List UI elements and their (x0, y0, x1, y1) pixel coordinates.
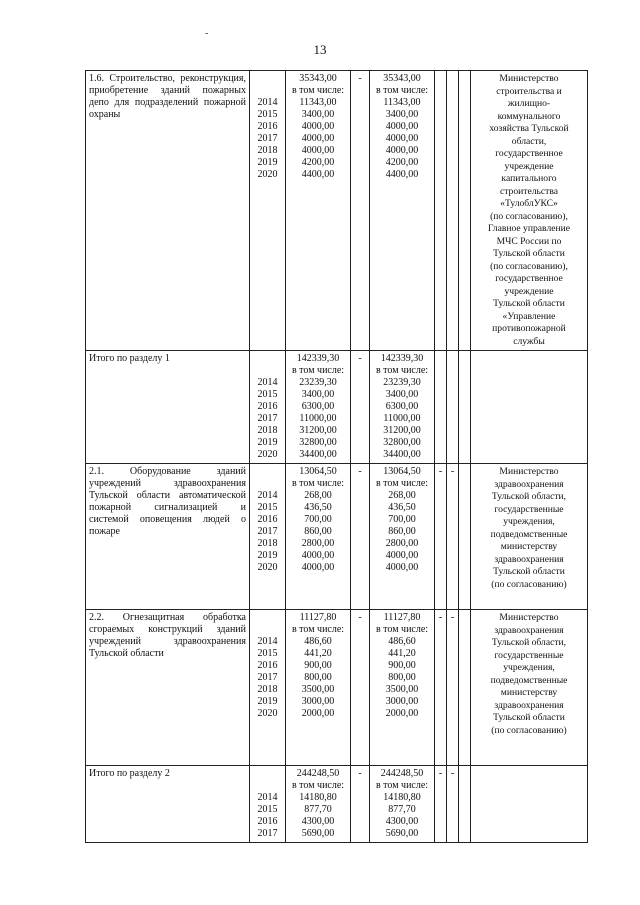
responsible-executor (471, 766, 588, 843)
year-cell: 2015 (257, 804, 278, 815)
regional-total: 11127,80 (383, 612, 421, 623)
sub-label: в том числе: (291, 780, 345, 791)
spacer (253, 85, 282, 97)
responsible-line: (по согласованию), (490, 260, 568, 272)
year-value: 4200,00 (301, 157, 335, 168)
spacer (253, 768, 282, 780)
regional-value: 11343,00 (383, 97, 421, 108)
year-value: 3400,00 (301, 109, 335, 120)
responsible-line: Тульской области (493, 298, 565, 309)
year-cell: 2019 (257, 696, 278, 707)
regional-value: 4000,00 (385, 145, 419, 156)
responsible-line: Министерство (499, 612, 559, 623)
sub-label: в том числе: (291, 85, 345, 96)
year-column (250, 766, 286, 843)
responsible-line: жилищно- (507, 98, 551, 109)
responsible-line: учреждения, (503, 662, 555, 673)
total-value: 11127,80 (299, 612, 337, 623)
year-value: 900,00 (304, 660, 332, 671)
federal-column: - (351, 351, 370, 464)
year-cell: 2017 (257, 133, 278, 144)
regional-total: 35343,00 (383, 73, 421, 84)
year-cell: 2014 (257, 792, 278, 803)
responsible-line: здравоохранения (494, 553, 564, 565)
spacer (253, 624, 282, 636)
year-value: 11000,00 (299, 413, 337, 424)
regional-value: 2000,00 (385, 708, 419, 719)
sub-label: в том числе: (375, 780, 429, 791)
spacer (253, 612, 282, 624)
spacer (253, 353, 282, 365)
page-number: 13 (313, 42, 327, 57)
responsible-line: учреждение (504, 160, 554, 172)
year-cell: 2018 (257, 425, 278, 436)
year-value: 4000,00 (301, 145, 335, 156)
year-cell: 2015 (257, 648, 278, 659)
narrow-column-b: - (447, 464, 459, 610)
year-value: 700,00 (304, 514, 332, 525)
narrow-column-c (459, 351, 471, 464)
responsible-line: Тульской области (493, 566, 565, 577)
table-body (86, 71, 588, 843)
sub-label: в том числе: (291, 624, 345, 635)
regional-value: 4000,00 (385, 133, 419, 144)
year-cell: 2019 (257, 157, 278, 168)
regional-column (370, 351, 435, 464)
year-value: 5690,00 (301, 828, 335, 839)
year-cell: 2018 (257, 684, 278, 695)
total-value: 35343,00 (299, 73, 337, 84)
year-cell: 2017 (257, 413, 278, 424)
responsible-line: «ТулоблУКС» (500, 198, 558, 209)
total-column (286, 766, 351, 843)
regional-value: 4300,00 (385, 816, 419, 827)
year-value: 11343,00 (299, 97, 337, 108)
regional-value: 31200,00 (383, 425, 421, 436)
year-column (250, 351, 286, 464)
responsible-line: государственное (495, 148, 563, 159)
year-cell: 2020 (257, 562, 278, 573)
responsible-line: Тульской области, (491, 637, 567, 648)
year-value: 4300,00 (301, 816, 335, 827)
year-value: 4000,00 (301, 562, 335, 573)
narrow-column-c (459, 610, 471, 766)
responsible-line: (по согласованию) (491, 724, 567, 736)
year-cell: 2015 (257, 109, 278, 120)
year-cell: 2015 (257, 389, 278, 400)
regional-total: 142339,30 (380, 353, 424, 364)
responsible-line: государственные (494, 649, 564, 661)
total-column (286, 71, 351, 351)
year-value: 4000,00 (301, 121, 335, 132)
responsible-line: МЧС России по (496, 235, 562, 247)
regional-value: 32800,00 (383, 437, 421, 448)
regional-value: 5690,00 (385, 828, 419, 839)
item-name: 2.1. Оборудование зданий учреждений здравоохранения Тульской области автоматической пожарной сигнализацией и системой оповещения людей о пожаре (86, 464, 250, 610)
narrow-column-a: - (435, 766, 447, 843)
program-table (85, 70, 588, 843)
regional-total: 244248,50 (380, 768, 424, 779)
year-value: 2000,00 (301, 708, 335, 719)
item-name: Итого по разделу 1 (86, 351, 250, 464)
narrow-column-a: - (435, 610, 447, 766)
spacer (253, 478, 282, 490)
regional-value: 860,00 (388, 526, 416, 537)
total-value: 244248,50 (296, 768, 340, 779)
narrow-column-a (435, 71, 447, 351)
regional-value: 34400,00 (383, 449, 421, 460)
regional-value: 486,60 (388, 636, 416, 647)
year-value: 34400,00 (299, 449, 337, 460)
table-row (86, 766, 588, 843)
spacer (253, 365, 282, 377)
regional-value: 436,50 (388, 502, 416, 513)
narrow-column-b (447, 351, 459, 464)
regional-value: 23239,30 (383, 377, 421, 388)
sub-label: в том числе: (375, 85, 429, 96)
responsible-line: государственные (494, 503, 564, 515)
responsible-executor (471, 71, 588, 351)
regional-value: 3400,00 (385, 109, 419, 120)
responsible-line: здравоохранения (494, 624, 564, 636)
year-value: 4000,00 (301, 550, 335, 561)
responsible-line: Тульской области (493, 248, 565, 259)
responsible-executor (471, 464, 588, 610)
regional-value: 800,00 (388, 672, 416, 683)
regional-value: 3500,00 (385, 684, 419, 695)
table-row (86, 610, 588, 766)
regional-value: 4000,00 (385, 550, 419, 561)
responsible-line: Тульской области, (491, 491, 567, 502)
responsible-line: (по согласованию), (490, 210, 568, 222)
year-cell: 2016 (257, 514, 278, 525)
regional-value: 14180,80 (383, 792, 421, 803)
table-row (86, 464, 588, 610)
total-value: 142339,30 (296, 353, 340, 364)
total-column (286, 464, 351, 610)
regional-value: 4000,00 (385, 562, 419, 573)
year-cell: 2014 (257, 636, 278, 647)
responsible-line: Главное управление (487, 223, 571, 234)
regional-value: 3400,00 (385, 389, 419, 400)
responsible-line: Тульской области (493, 712, 565, 723)
regional-value: 441,20 (388, 648, 416, 659)
year-cell: 2018 (257, 538, 278, 549)
year-cell: 2017 (257, 828, 278, 839)
item-name: Итого по разделу 2 (86, 766, 250, 843)
responsible-line: «Управление (502, 310, 556, 322)
year-cell: 2020 (257, 708, 278, 719)
regional-value: 4400,00 (385, 169, 419, 180)
table-row (86, 351, 588, 464)
sub-label: в том числе: (291, 478, 345, 489)
year-value: 486,60 (304, 636, 332, 647)
responsible-line: области, (511, 135, 547, 147)
year-cell: 2014 (257, 377, 278, 388)
regional-value: 700,00 (388, 514, 416, 525)
regional-total: 13064,50 (383, 466, 421, 477)
total-column (286, 351, 351, 464)
responsible-executor (471, 610, 588, 766)
federal-column: - (351, 71, 370, 351)
responsible-line: (по согласованию) (491, 578, 567, 590)
regional-column (370, 610, 435, 766)
responsible-line: здравоохранения (494, 478, 564, 490)
narrow-column-c (459, 766, 471, 843)
year-column (250, 71, 286, 351)
narrow-column-c (459, 71, 471, 351)
year-value: 32800,00 (299, 437, 337, 448)
year-value: 6300,00 (301, 401, 335, 412)
sub-label: в том числе: (375, 624, 429, 635)
spacer (253, 466, 282, 478)
regional-value: 3000,00 (385, 696, 419, 707)
narrow-column-a: - (435, 464, 447, 610)
regional-value: 4200,00 (385, 157, 419, 168)
federal-column: - (351, 766, 370, 843)
year-value: 31200,00 (299, 425, 337, 436)
table-row (86, 71, 588, 351)
year-value: 877,70 (304, 804, 332, 815)
responsible-line: строительства и (496, 85, 562, 97)
total-value: 13064,50 (299, 466, 337, 477)
responsible-line: подведомственные (490, 674, 568, 686)
responsible-line: хозяйства Тульской (489, 123, 569, 134)
year-value: 3500,00 (301, 684, 335, 695)
responsible-line: учреждение (504, 285, 554, 297)
year-value: 268,00 (304, 490, 332, 501)
sub-label: в том числе: (291, 365, 345, 376)
responsible-line: министерству (500, 687, 558, 698)
regional-value: 11000,00 (383, 413, 421, 424)
sub-label: в том числе: (375, 365, 429, 376)
regional-column (370, 766, 435, 843)
responsible-line: Министерство (499, 73, 559, 84)
year-value: 23239,30 (299, 377, 337, 388)
year-value: 860,00 (304, 526, 332, 537)
regional-value: 268,00 (388, 490, 416, 501)
item-name: 1.6. Строительство, реконструкция, приобретение зданий пожарных депо для подразделений пожарной охраны (86, 71, 250, 351)
year-cell: 2019 (257, 550, 278, 561)
year-value: 2800,00 (301, 538, 335, 549)
regional-value: 2800,00 (385, 538, 419, 549)
spacer (253, 780, 282, 792)
year-cell: 2018 (257, 145, 278, 156)
year-value: 441,20 (304, 648, 332, 659)
responsible-line: Министерство (499, 466, 559, 477)
responsible-executor (471, 351, 588, 464)
regional-value: 877,70 (388, 804, 416, 815)
narrow-column-b: - (447, 610, 459, 766)
responsible-line: министерству (500, 541, 558, 552)
year-cell: 2014 (257, 490, 278, 501)
year-cell: 2015 (257, 502, 278, 513)
year-column (250, 464, 286, 610)
responsible-line: капитального (501, 173, 557, 184)
responsible-line: здравоохранения (494, 699, 564, 711)
year-cell: 2017 (257, 672, 278, 683)
year-cell: 2019 (257, 437, 278, 448)
sub-label: в том числе: (375, 478, 429, 489)
regional-column (370, 71, 435, 351)
narrow-column-c (459, 464, 471, 610)
year-value: 4400,00 (301, 169, 335, 180)
year-cell: 2016 (257, 121, 278, 132)
responsible-line: коммунального (497, 110, 561, 122)
year-value: 14180,80 (299, 792, 337, 803)
narrow-column-b (447, 71, 459, 351)
year-cell: 2020 (257, 169, 278, 180)
narrow-column-a (435, 351, 447, 464)
regional-value: 900,00 (388, 660, 416, 671)
regional-value: 6300,00 (385, 401, 419, 412)
regional-column (370, 464, 435, 610)
responsible-line: службы (513, 335, 545, 347)
total-column (286, 610, 351, 766)
item-name: 2.2. Огнезащитная обработка сгораемых конструкций зданий учреждений здравоохранения Тульской области (86, 610, 250, 766)
year-column (250, 610, 286, 766)
spacer (253, 73, 282, 85)
year-value: 4000,00 (301, 133, 335, 144)
federal-column: - (351, 610, 370, 766)
year-cell: 2016 (257, 816, 278, 827)
responsible-line: противопожарной (492, 323, 566, 334)
year-value: 3400,00 (301, 389, 335, 400)
year-value: 800,00 (304, 672, 332, 683)
federal-column: - (351, 464, 370, 610)
year-value: 3000,00 (301, 696, 335, 707)
year-cell: 2016 (257, 660, 278, 671)
responsible-line: государственное (495, 273, 563, 284)
narrow-column-b: - (447, 766, 459, 843)
responsible-line: подведомственные (490, 528, 568, 540)
year-cell: 2016 (257, 401, 278, 412)
year-cell: 2017 (257, 526, 278, 537)
responsible-line: учреждения, (503, 516, 555, 527)
responsible-line: строительства (499, 185, 559, 197)
year-cell: 2014 (257, 97, 278, 108)
regional-value: 4000,00 (385, 121, 419, 132)
year-value: 436,50 (304, 502, 332, 513)
top-mark: - (205, 28, 209, 39)
year-cell: 2020 (257, 449, 278, 460)
